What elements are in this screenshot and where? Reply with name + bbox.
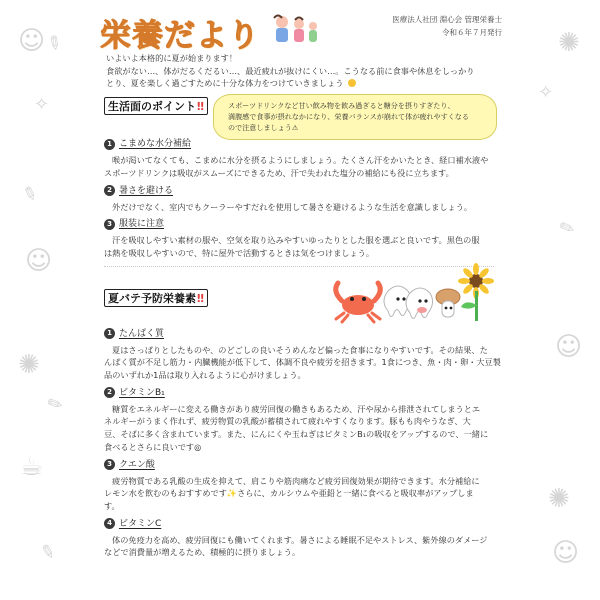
lifestyle-item-title: 服装に注意 [119,219,165,230]
nutrient-item [92,459,510,471]
tooth-character-icon-right-bottom: ☺ [552,538,580,568]
section-lifestyle-title-box [104,97,208,115]
number-badge-2: 2 [104,185,115,196]
nutrient-item [92,518,510,530]
section-nutrients-title: 夏バテ予防栄養素 [108,291,196,305]
callout-line: 満腹感で食事が摂れなかになり、栄養バランスが崩れて体が疲れやすくなる [228,112,469,122]
nutrient-item-heading [104,518,510,530]
lifestyle-item [92,218,510,230]
nutrient-item-heading [104,328,510,340]
tooth-character-icon-left-mid: ☺ [25,246,53,276]
lifestyle-item [92,185,510,197]
germ-icon-right-low: ✺ [548,484,570,514]
body-line: 品のいずれか1品は取り入れるように心がけましょう。 [104,370,306,381]
lifestyle-item-body [92,234,510,259]
lifestyle-item-title: こまめな水分補給 [119,139,192,150]
sparkle-icon-left: ✧ [34,94,50,115]
body-line: 喉が渇いてなくても、こまめに水分を摂るようにしましょう。たくさん汗をかいたとき、経口補水液や [112,155,489,166]
nutrient-item [92,328,510,340]
body-line: レモン水を飲むのもおすすめです✨さらに、カルシウムや亜鉛と一緒に食べると吸収率がアップしま [104,488,474,499]
sparkle-icon-right: ✧ [538,82,554,103]
issue-date: 令和６年７月発行 [442,28,502,37]
callout-line: スポーツドリンクなど甘い飲み物を飲み過ぎると糖分を摂りすぎたり、 [228,101,455,111]
intro-paragraph [92,52,510,90]
number-badge-3: 3 [104,219,115,230]
smile-emoji-icon [348,79,356,87]
germ-icon-left: ✺ [18,350,40,380]
lifestyle-item-title: 暑さを避ける [119,185,174,196]
crab-icon [336,283,381,322]
nutrient-item-heading [104,459,510,471]
number-badge-1: 1 [104,328,115,339]
body-line: 疲労物質である乳酸の生成を抑えて、肩こりや筋肉痛など疲労回復効果が期待できます。水分補給に [112,475,480,486]
double-exclamation-icon: ‼ [197,100,204,114]
callout-line: ので注意しましょう⚠ [228,123,299,133]
body-line: 夏はさっぱりとしたものや、のどごしの良いそうめんなど偏った食事になりやすいです。その結果、た [112,344,488,355]
body-line: 食べるとさらに良いです◎ [104,441,202,452]
intro-line [106,77,510,90]
body-line: 汗を吸収しやすい素材の服や、空気を取り込みやすいゆったりとした服を選ぶと良いです。黒色の服 [112,235,480,246]
lifestyle-item-heading [104,218,510,230]
nutrient-item-body [92,344,510,382]
newsletter-title: 栄養だより [100,18,260,54]
body-line: などで消費量が増えるため、積極的に摂りましょう。 [104,547,301,558]
mushroom-character-icon [436,289,460,317]
organization-name: 医療法人社団 淵心会 管理栄養士 [392,15,502,24]
nutrient-item-title: たんぱく質 [119,328,165,339]
tooth-characters-icon [384,286,433,319]
newsletter-header [92,10,510,54]
double-exclamation-icon: ‼ [197,291,204,305]
lifestyle-item-body [92,154,510,179]
section-nutrients-title-box [104,289,208,307]
nutrient-item-body [92,403,510,454]
intro-line: いよいよ本格的に夏が始まります！ [106,53,238,63]
number-badge-3: 3 [104,459,115,470]
toothbrush-icon-left-low: ✎ [44,391,67,418]
cup-icon-left: ☕ [20,452,44,482]
lifestyle-item-body [92,201,510,214]
body-line: 体の免疫力を高め、疲労回復にも働いてくれます。暑さによる睡眠不足やストレス、紫外線のダメージ [112,534,488,545]
germ-icon-right-top: ✺ [558,28,580,58]
body-line: 豆、そばに多く含まれています。また、にんにくや玉ねぎはビタミンB₁の吸収をアップするので、一緒に [104,429,489,440]
section-lifestyle-title: 生活面のポイント [108,100,196,114]
summer-characters-illustration [324,261,494,325]
toothbrush-icon-left-top: ✎ [41,30,67,57]
body-line: ネルギーがうまく作れず、疲労物質の乳酸が蓄積されて疲れやすくなります。豚もも肉やうなぎ、大 [104,416,471,427]
intro-line: 食欲がない…、体がだるくだるい…、最近疲れが抜けにくい…。こうなる前に食事や休息をしっかり [106,65,475,76]
nutrient-item-body [92,534,510,559]
body-line: 糖質をエネルギーに変える働きがあり疲労回復の働きもあるため、汗や尿から排泄されてしまうとエ [112,403,481,414]
organization-info [392,13,502,39]
body-line: スポーツドリンクは吸収がスムーズにできるため、汗で失われた塩分の補給にも役に立ちます。 [104,167,454,178]
body-line: 外だけでなく、室内でもクーラーやすだれを使用して暑さを避けるような生活を意識しましょう。 [112,201,473,212]
sports-drink-warning-callout [213,94,497,140]
body-line: は熱を吸収しやすいので、特に屋外で活動するときは気をつけましょう。 [104,247,375,258]
tooth-character-icon-left-top: ☺ [18,26,46,56]
nutrient-item-title: ビタミンB₁ [119,387,165,398]
lifestyle-item-heading [104,185,510,197]
nutrient-item-title: ビタミンC [119,518,162,529]
body-line: す。 [104,500,120,511]
nutrient-item [92,387,510,399]
section-nutrients-header [92,271,510,323]
nutrient-item-body [92,475,510,513]
nutrient-item-heading [104,387,510,399]
body-line: んぱく質が不足し筋力・内臓機能が低下して、体調不良や疲労を招きます。1食につき、魚・肉・卵・大豆製 [104,357,501,368]
newsletter-page [92,10,510,595]
nutrient-item-title: クエン酸 [119,459,155,470]
toothbrush-icon-right-mid: ✎ [556,216,579,241]
family-illustration-icon [268,12,324,46]
section-lifestyle-header [92,95,510,133]
toothbrush-icon-left-mid: ✎ [19,182,41,207]
sunflower-icon [458,263,494,321]
intro-line-text: とり、夏を楽しく過ごすために十分な体力をつけていきましょう [106,78,344,89]
toothbrush-icon-left-bottom: ✎ [37,540,58,565]
tooth-character-icon-right: ☺ [555,332,583,362]
number-badge-4: 4 [104,518,115,529]
number-badge-2: 2 [104,387,115,398]
number-badge-1: 1 [104,139,115,150]
